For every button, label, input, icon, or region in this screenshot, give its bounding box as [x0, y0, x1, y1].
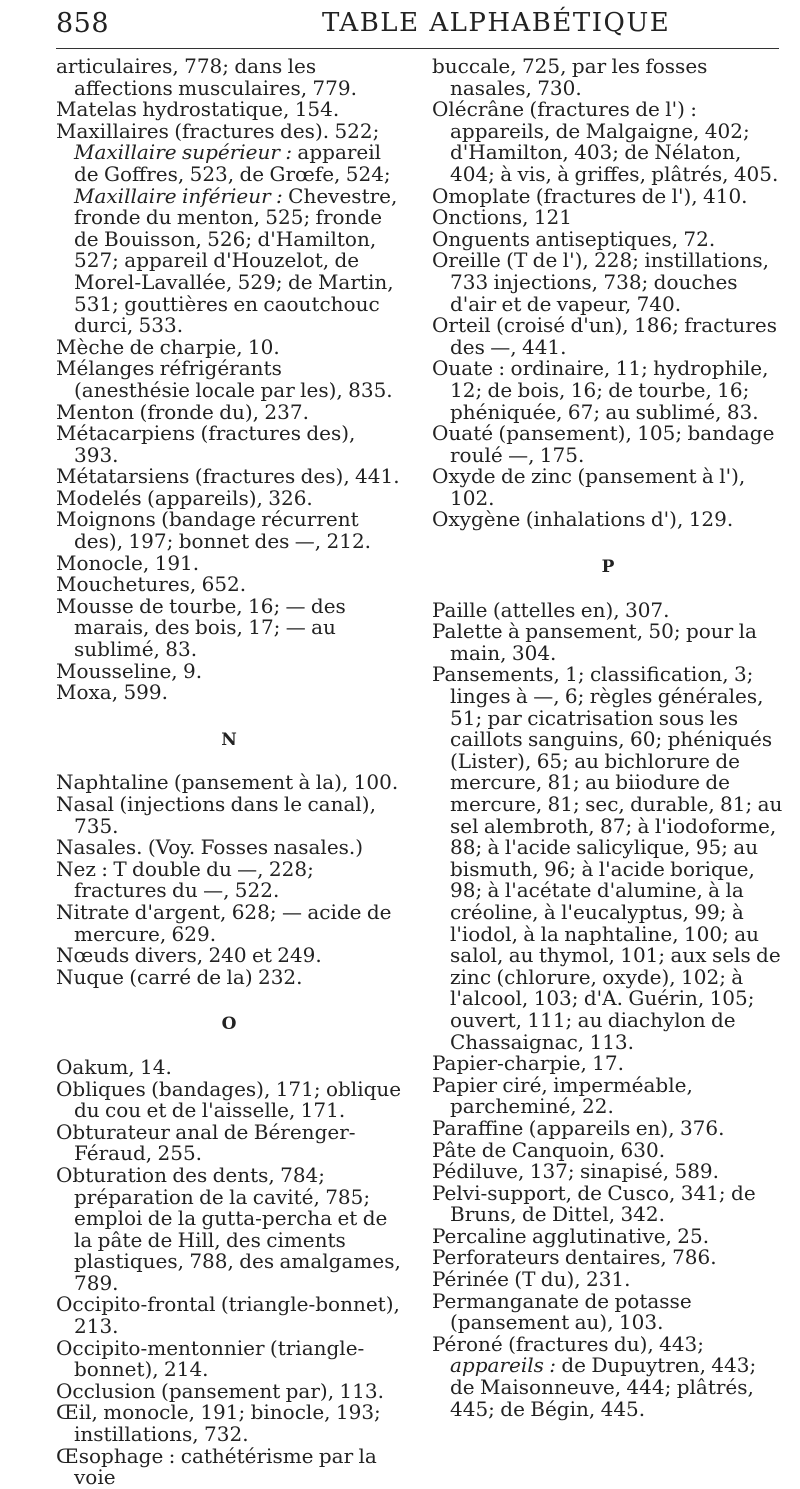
index-entry: Pansements, 1; classification, 3; linges à —, 6; règles générales, 51; par cicatrisation sous les caillots sanguins, 60; phéniqués (Lister), 65; au bichlorure de mercure, 81; au biiodure de mercure, 81; sec, durable, 81; au sel alembroth, 87; à l'iodoforme, 88; à l'acide salicylique, 95; au bismuth, 96; à l'acide borique, 98; à l'acétate d'alumine, à la créoline, à l'eucalyptus, 99; à l'iodol, à la naphtaline, 100; au salol, au thymol, 101; aux sels de zinc (chlorure, oxyde), 102; à l'alcool, 103; d'A. Guérin, 105; ouvert, 111; au diachylon de Chassaignac, 113.: [432, 662, 783, 1054]
index-entry: Nœuds divers, 240 et 249.: [56, 943, 322, 968]
index-entry: Mèche de charpie, 10.: [56, 334, 280, 359]
left-column: [56, 56, 402, 1489]
index-entry: Nitrate d'argent, 628; — acide de mercure, 629.: [56, 899, 392, 946]
index-entry: Occipito-mentonnier (triangle-bonnet), 214.: [56, 1335, 365, 1382]
index-entry: Modelés (appareils), 326.: [56, 485, 313, 510]
index-entry: Papier-charpie, 17.: [432, 1051, 624, 1076]
right-column: [432, 56, 784, 1420]
entry-text: de Dupuytren, 443; de Maisonneuve, 444; plâtrés, 445; de Bégin, 445.: [450, 1353, 757, 1421]
index-entry: Ouate : ordinaire, 11; hydrophile, 12; de bois, 16; de tourbe, 16; phéniquée, 67; au sublimé, 83.: [432, 356, 769, 424]
index-entry: Permanganate de potasse (pansement au), 103.: [432, 1288, 692, 1335]
index-entry: Paraffine (appareils en), 376.: [432, 1115, 725, 1140]
index-entry: Menton (fronde du), 237.: [56, 399, 309, 424]
index-entry: Mousse de tourbe, 16; — des marais, des bois, 17; — au sublimé, 83.: [56, 593, 346, 662]
index-entry: Œsophage : cathétérisme par la voie: [56, 1443, 377, 1489]
index-entry: Nasal (injections dans le canal), 735.: [56, 792, 376, 838]
index-entry: Onguents antiseptiques, 72.: [432, 226, 716, 251]
index-entry: Nez : T double du —, 228; fractures du —, 522.: [56, 856, 314, 903]
index-entry: buccale, 725, par les fosses nasales, 730.: [432, 54, 708, 100]
index-entry: Ouaté (pansement), 105; bandage roulé —, 175.: [432, 421, 775, 467]
section-letter-p: P: [601, 557, 615, 578]
index-entry: Oreille (T de l'), 228; instillations, 733 injections, 738; douches d'air et de vapeur, 740.: [432, 248, 770, 316]
index-entry: Onctions, 121: [432, 205, 572, 230]
index-entry-maxillaires: [56, 118, 402, 338]
entry-subhead: appareils :: [450, 1353, 557, 1378]
index-entry: Mouchetures, 652.: [56, 572, 247, 597]
index-entry: Percaline agglutinative, 25.: [432, 1223, 710, 1248]
index-entry: Pâte de Canquoin, 630.: [432, 1137, 666, 1162]
index-entry: Olécrâne (fractures de l') : appareils, de Malgaigne, 402; d'Hamilton, 403; de Nélaton, 404; à vis, à griffes, plâtrés, 405.: [432, 97, 779, 186]
index-entry: Naphtaline (pansement à la), 100.: [56, 770, 399, 795]
index-entry: Œil, monocle, 191; binocle, 193; instillations, 732.: [56, 1400, 381, 1447]
index-entry: Oakum, 14.: [56, 1054, 172, 1079]
index-entry: Métatarsiens (fractures des), 441.: [56, 464, 400, 489]
entry-subhead: Maxillaire supérieur :: [74, 140, 293, 165]
entry-text: Péroné (fractures du), 443;: [432, 1331, 705, 1356]
section-letter-o: O: [221, 1014, 237, 1035]
index-entry: Mélanges réfrigérants (anesthésie locale par les), 835.: [56, 356, 393, 402]
index-entry: Mousseline, 9.: [56, 658, 203, 683]
index-entry: Matelas hydrostatique, 154.: [56, 97, 340, 122]
page-number: 858: [56, 8, 110, 39]
entry-subhead: Maxillaire inférieur :: [74, 183, 283, 208]
index-entry-perone: [432, 1331, 784, 1421]
index-entry: Métacarpiens (fractures des), 393.: [56, 421, 356, 467]
index-entry: Occipito-frontal (triangle-bonnet), 213.: [56, 1292, 400, 1339]
running-title: TABLE ALPHABÉTIQUE: [322, 8, 671, 38]
section-letter-n: N: [221, 729, 237, 750]
index-entry: Oxygène (inhalations d'), 129.: [432, 507, 734, 532]
entry-text: Chevestre, fronde du menton, 525; fronde de Bouisson, 526; d'Hamilton, 527; appareil d'Houzelot, de Morel-Lavallée, 529; de Martin, 531; gouttières en caoutchouc durci, 533.: [74, 183, 398, 338]
index-entry: articulaires, 778; dans les affections musculaires, 779.: [56, 54, 357, 100]
index-entry: Occlusion (pansement par), 113.: [56, 1378, 384, 1403]
index-entry: Nuque (carré de la) 232.: [56, 964, 303, 989]
index-entry: Omoplate (fractures de l'), 410.: [432, 183, 748, 208]
header-rule: [56, 48, 779, 49]
index-entry: Obturateur anal de Bérenger-Féraud, 255.: [56, 1119, 356, 1166]
index-entry: Obturation des dents, 784; préparation de la cavité, 785; emploi de la gutta-percha et de la pâte de Hill, des ciments plastiques, 788, des amalgames, 789.: [56, 1162, 401, 1295]
index-entry: Moignons (bandage récurrent des), 197; bonnet des —, 212.: [56, 507, 372, 554]
index-entry: Perforateurs dentaires, 786.: [432, 1245, 717, 1270]
index-entry: Orteil (croisé d'un), 186; fractures des —, 441.: [432, 313, 777, 359]
entry-text: appareil de Goffres, 523, de Grœfe, 524;: [74, 140, 391, 186]
index-entry: Pelvi-support, de Cusco, 341; de Bruns, de Dittel, 342.: [432, 1180, 756, 1227]
index-entry: Nasales. (Voy. Fosses nasales.): [56, 835, 364, 860]
index-entry: Monocle, 191.: [56, 550, 200, 575]
index-entry: Oxyde de zinc (pansement à l'), 102.: [432, 464, 746, 510]
index-entry: Moxa, 599.: [56, 680, 168, 705]
index-entry: Périnée (T du), 231.: [432, 1267, 631, 1292]
index-entry: Pédiluve, 137; sinapisé, 589.: [432, 1159, 719, 1184]
index-entry: Paille (attelles en), 307.: [432, 597, 670, 622]
index-entry: Obliques (bandages), 171; oblique du cou et de l'aisselle, 171.: [56, 1076, 402, 1123]
index-entry: Palette à pansement, 50; pour la main, 304.: [432, 619, 757, 665]
entry-text: Maxillaires (fractures des). 522;: [56, 118, 380, 143]
index-entry: Papier ciré, imperméable, parcheminé, 22.: [432, 1072, 693, 1119]
